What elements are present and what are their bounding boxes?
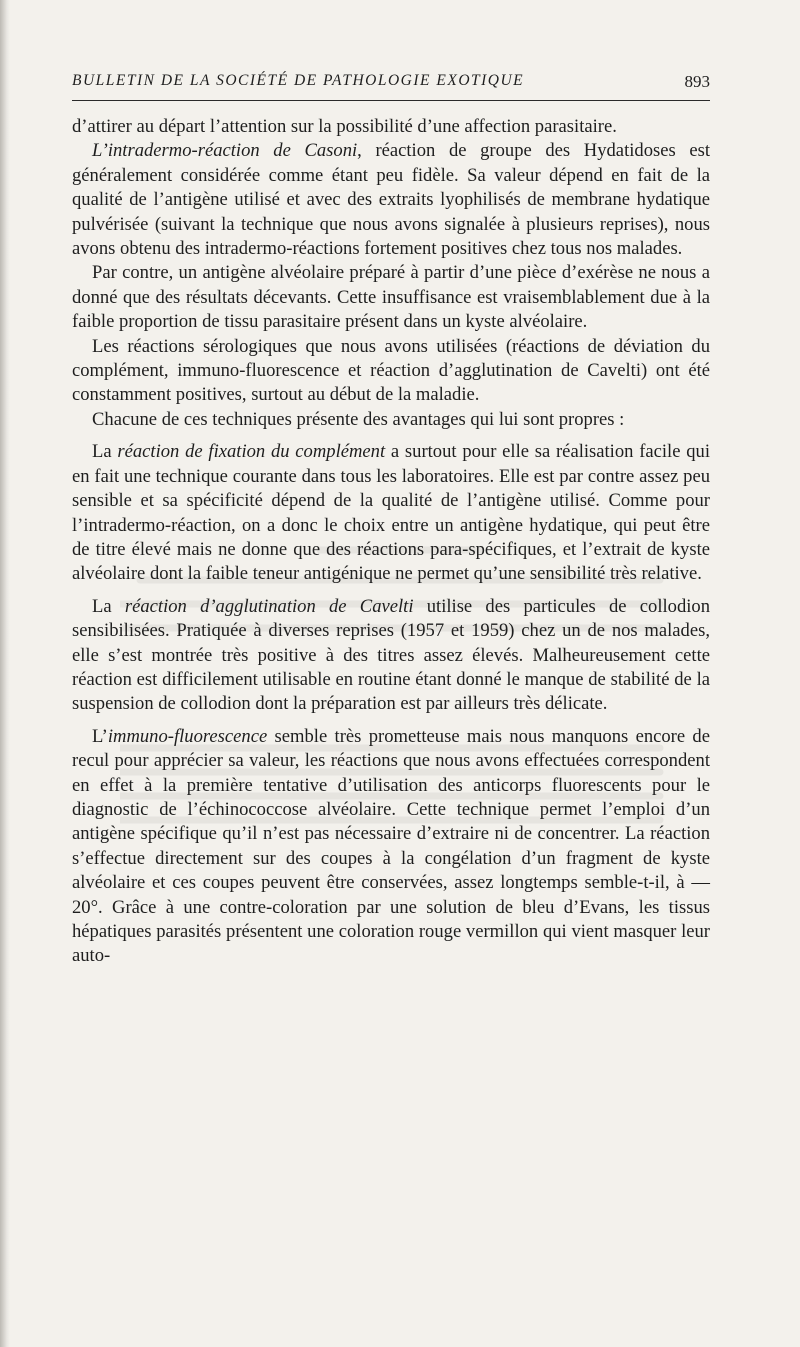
paragraph-6-lead: La (92, 441, 118, 463)
paragraph-2-text: , réaction de groupe des Hydatidoses est généralement considérée comme étant peu fidèle. Sa valeur dépend en fait de la qualité de l’antigène utilisé et avec des extraits lyophilisés de membrane hydatique pulvérisée (suivant la technique que nous avons signalée à plusieurs reprises), nous avons obtenu des intradermo-réactions fortement positives chez tous nos malades. (72, 140, 710, 260)
paragraph-6-italic: réaction de fixation du complément (117, 441, 386, 463)
page-edge-shadow (0, 0, 10, 1347)
header-rule (72, 100, 710, 101)
journal-title: BULLETIN DE LA SOCIÉTÉ DE PATHOLOGIE EXOTIQUE (72, 72, 525, 89)
paragraph-2 (72, 139, 710, 261)
paragraph-2-italic: L’intradermo-réaction de Casoni (92, 140, 358, 162)
paragraph-1-text: d’attirer au départ l’attention sur la possibilité d’une affection parasitaire. (72, 116, 617, 137)
paragraph-5 (72, 408, 710, 432)
paragraph-4 (72, 335, 710, 408)
running-head (0, 70, 800, 100)
paragraph-7 (72, 595, 710, 717)
paragraph-8-text: semble très prometteuse mais nous manquons encore de recul pour apprécier sa valeur, les réactions que nous avons effectuées correspondent en effet à la première tentative d’utilisation des anticorps fluorescents pour le diagnostic de l’échinococcose alvéolaire. Cette technique permet l’emploi d’un antigène spécifique qu’il n’est pas nécessaire d’extraire ni de concentrer. La réaction s’effectue directement sur des coupes à la congélation d’un fragment de kyste alvéolaire et ces coupes peuvent être conservées, assez longtemps semble-t-il, à — 20°. Grâce à une contre-coloration par une solution de bleu d’Evans, les tissus hépatiques parasités présentent une coloration rouge vermillon qui vient masquer leur auto- (72, 725, 710, 967)
paragraph-3-text: Par contre, un antigène alvéolaire préparé à partir d’une pièce d’exérèse ne nous a donné que des résultats décevants. Cette insuffisance est vraisemblablement due à la faible proportion de tissu parasitaire présent dans un kyste alvéolaire. (72, 262, 710, 333)
paragraph-7-text: utilise des particules de collodion sensibilisées. Pratiquée à diverses reprises (1957 et 1959) chez un de nos malades, elle s’est montrée très positive à des titres assez élevés. Malheureusement cette réaction est difficilement utilisable en routine étant donné le manque de stabilité de la suspension de collodion dont la préparation est par ailleurs très délicate. (72, 595, 710, 715)
paragraph-5-text: Chacune de ces techniques présente des avantages qui lui sont propres : (92, 408, 625, 430)
paragraph-8 (72, 725, 710, 969)
page-number: 893 (684, 72, 710, 91)
paragraph-6-text: a surtout pour elle sa réalisation facile qui en fait une technique courante dans tous les laboratoires. Elle est par contre assez peu sensible et sa spécificité dépend de la qualité de l’antigène utilisé. Comme pour l’intradermo-réaction, on a donc le choix entre un antigène hydatique, qui peut être de titre élevé mais ne donne que des réactions para-spécifiques, et l’extrait de kyste alvéolaire dont la faible teneur antigénique ne permet qu’une sensibilité très relative. (72, 441, 710, 585)
paragraph-6 (72, 440, 710, 586)
paragraph-7-lead: La (92, 595, 125, 617)
paragraph-4-text: Les réactions sérologiques que nous avons utilisées (réactions de déviation du complément, immuno-fluorescence et réaction d’agglutination de Cavelti) ont été constamment positives, surtout au début de la maladie. (72, 335, 710, 406)
paragraph-7-italic: réaction d’agglutination de Cavelti (124, 595, 414, 617)
paragraph-8-lead: L’ (92, 725, 108, 747)
article-body (72, 115, 710, 969)
paragraph-1 (72, 115, 710, 139)
paragraph-3 (72, 261, 710, 334)
paragraph-8-italic: immuno-fluorescence (107, 725, 268, 747)
